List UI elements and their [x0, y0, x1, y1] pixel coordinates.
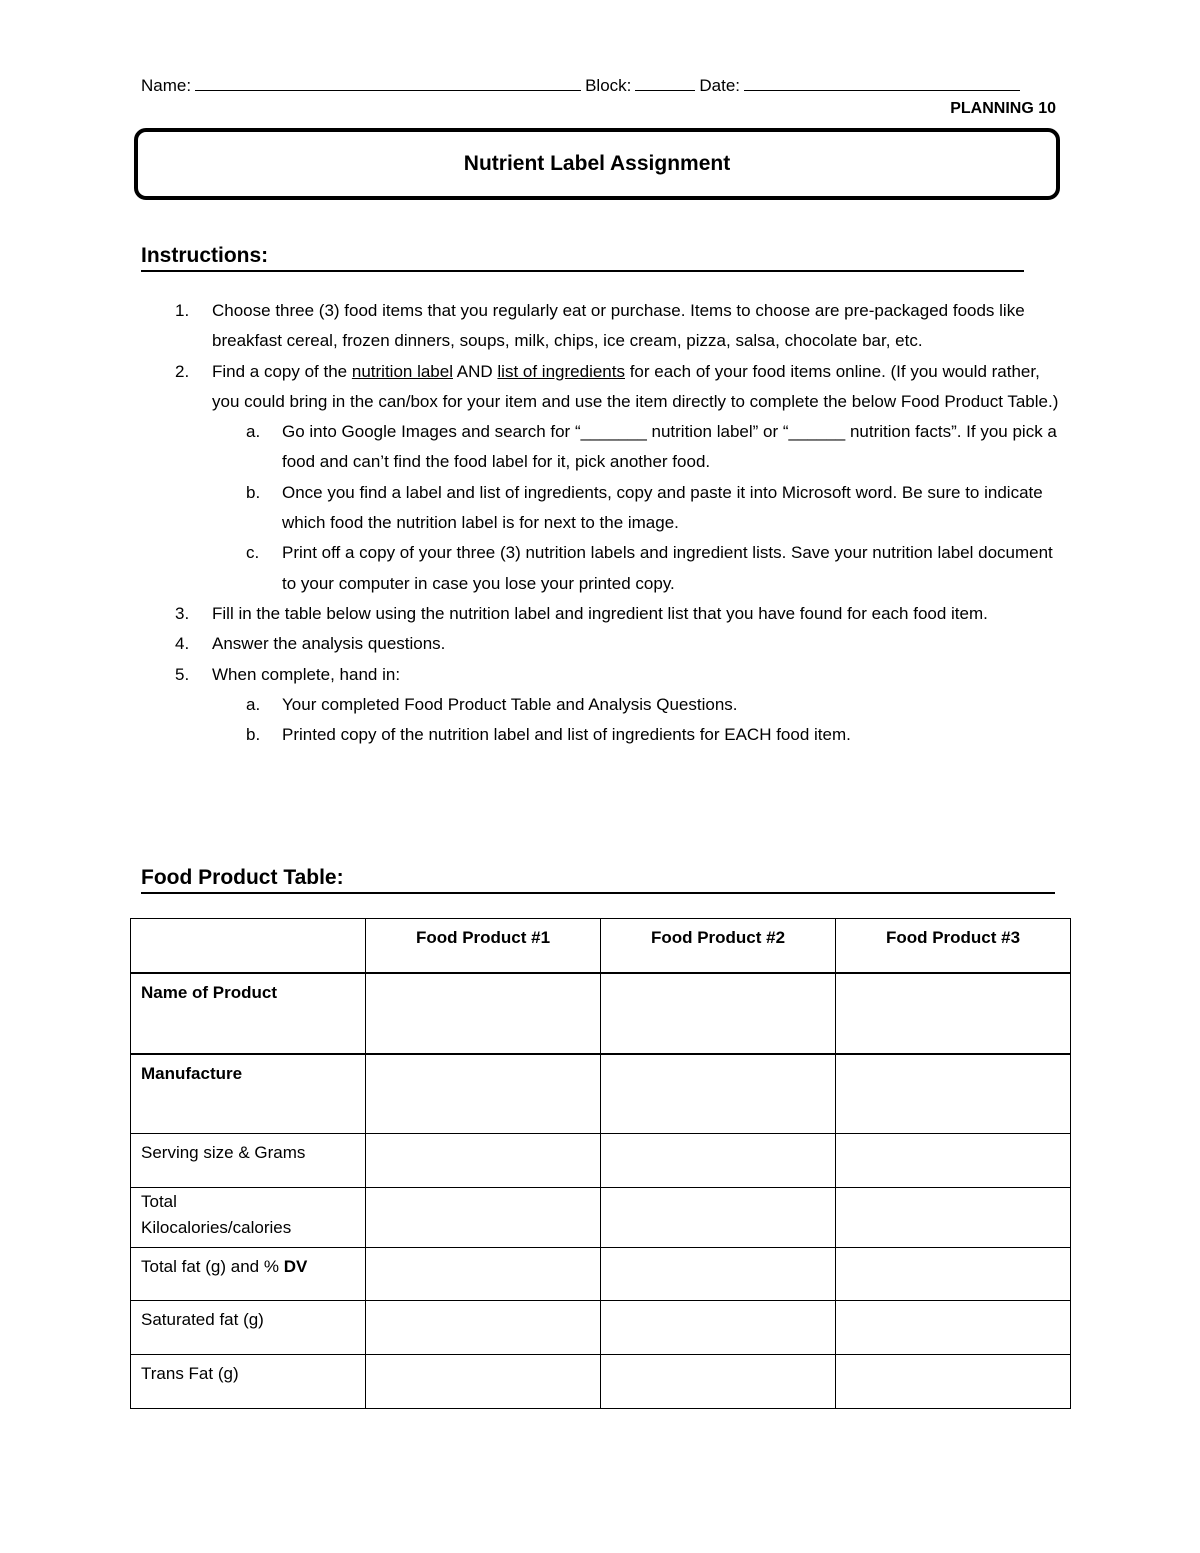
- item-text: Fill in the table below using the nutrition label and ingredient list that you have found for each food item.: [212, 603, 988, 623]
- answer-cell[interactable]: [836, 1355, 1071, 1409]
- subitem-letter: b.: [246, 482, 261, 502]
- answer-cell[interactable]: [601, 1355, 836, 1409]
- answer-cell[interactable]: [836, 1054, 1071, 1134]
- title-box: [134, 128, 1060, 200]
- item-text: Answer the analysis questions.: [212, 634, 446, 654]
- subitem-letter: a.: [246, 694, 261, 714]
- item-text: AND: [453, 361, 498, 381]
- name-label: Name:: [141, 76, 192, 95]
- table-corner-cell: [131, 919, 366, 973]
- item-text: for each of your food items online. (If you would rather, you could bring in the can/box for your item and use the item directly to complete the below Food Product Table.): [212, 361, 1059, 411]
- table-header-row: [131, 919, 1071, 973]
- answer-cell[interactable]: [366, 1248, 601, 1301]
- subitem-letter: c.: [246, 543, 260, 563]
- row-label-line: Kilocalories/calories: [141, 1218, 292, 1237]
- subitem-letter: a.: [246, 422, 261, 442]
- item-number: 2.: [175, 361, 190, 381]
- date-label: Date:: [699, 76, 741, 95]
- table-row: [131, 1248, 1071, 1301]
- answer-cell[interactable]: [366, 1188, 601, 1248]
- item-number: 1.: [175, 301, 190, 320]
- answer-cell[interactable]: [366, 973, 601, 1054]
- nutrition-label-term: nutrition label: [351, 361, 453, 381]
- table-row: [131, 1355, 1071, 1409]
- instruction-item-3: [141, 599, 1066, 629]
- instruction-item-1: [141, 296, 1066, 357]
- page-title: Nutrient Label Assignment: [463, 152, 731, 175]
- answer-cell[interactable]: [366, 1134, 601, 1188]
- item-number: 4.: [175, 634, 190, 654]
- item-text: Choose three (3) food items that you regularly eat or purchase. Items to choose are pre-packaged foods like breakfast cereal, frozen dinners, soups, milk, chips, ice cream, pizza, salsa, chocolate bar, etc.: [212, 301, 1025, 351]
- column-header-product-1: Food Product #1: [366, 919, 601, 973]
- instruction-subitem-5a: [141, 690, 1066, 720]
- instruction-subitem-2c: [141, 538, 1066, 599]
- item-text: When complete, hand in:: [212, 664, 401, 684]
- answer-cell[interactable]: [836, 1188, 1071, 1248]
- instruction-subitem-5b: [141, 720, 1066, 750]
- item-number: 5.: [175, 664, 190, 684]
- table-row: [131, 1054, 1071, 1134]
- instruction-subitem-2a: [141, 417, 1066, 478]
- instruction-item-5: [141, 660, 1066, 690]
- block-blank[interactable]: [635, 72, 695, 91]
- instruction-item-4: [141, 629, 1066, 659]
- answer-cell[interactable]: [836, 1301, 1071, 1355]
- row-label-saturated-fat: Saturated fat (g): [131, 1301, 366, 1355]
- subitem-text: Go into Google Images and search for “_______ nutrition label” or “______ nutrition facts”. If you pick a food and can’t find the food label for it, pick another food.: [282, 422, 1057, 472]
- subitem-text: Once you find a label and list of ingredients, copy and paste it into Microsoft word. Be sure to indicate which food the nutrition label is for next to the image.: [282, 482, 1043, 533]
- instruction-subitem-2b: [141, 478, 1066, 539]
- table-row: [131, 1301, 1071, 1355]
- column-header-product-3: Food Product #3: [836, 919, 1071, 973]
- row-label-trans-fat: Trans Fat (g): [131, 1355, 366, 1409]
- answer-cell[interactable]: [601, 1054, 836, 1134]
- food-product-table: [130, 918, 1071, 1409]
- answer-cell[interactable]: [601, 973, 836, 1054]
- answer-cell[interactable]: [601, 1248, 836, 1301]
- answer-cell[interactable]: [366, 1301, 601, 1355]
- item-number: 3.: [175, 603, 190, 623]
- date-blank[interactable]: [744, 72, 1020, 91]
- table-row: [131, 973, 1071, 1054]
- food-table-heading: Food Product Table:: [141, 864, 1055, 894]
- instruction-item-2: [141, 357, 1066, 418]
- row-label-line: Total: [141, 1192, 177, 1211]
- student-info-line: [141, 72, 1024, 98]
- answer-cell[interactable]: [601, 1134, 836, 1188]
- instructions-list: [141, 296, 1066, 750]
- row-label-total-fat: [131, 1248, 366, 1301]
- table-row: [131, 1134, 1071, 1188]
- column-header-product-2: Food Product #2: [601, 919, 836, 973]
- ingredients-list-term: list of ingredients: [497, 361, 625, 381]
- item-text: Find a copy of the: [212, 361, 352, 381]
- subitem-text: Printed copy of the nutrition label and list of ingredients for EACH food item.: [282, 725, 851, 745]
- answer-cell[interactable]: [836, 1248, 1071, 1301]
- answer-cell[interactable]: [366, 1355, 601, 1409]
- block-label: Block:: [585, 76, 632, 95]
- row-label-dv: DV: [283, 1257, 308, 1276]
- row-label-manufacture: Manufacture: [131, 1054, 366, 1134]
- row-label-total-kilocalories: [131, 1188, 366, 1248]
- subitem-text: Your completed Food Product Table and Analysis Questions.: [282, 694, 738, 714]
- name-blank[interactable]: [195, 72, 581, 91]
- answer-cell[interactable]: [836, 1134, 1071, 1188]
- row-label-serving-size: Serving size & Grams: [131, 1134, 366, 1188]
- subitem-text: Print off a copy of your three (3) nutrition labels and ingredient lists. Save your nutrition label document to your computer in case you lose your printed copy.: [282, 543, 1053, 593]
- subitem-letter: b.: [246, 725, 261, 745]
- table-row: [131, 1188, 1071, 1248]
- answer-cell[interactable]: [601, 1188, 836, 1248]
- row-label-text: Total fat (g) and %: [141, 1257, 284, 1276]
- answer-cell[interactable]: [601, 1301, 836, 1355]
- course-label: PLANNING 10: [950, 100, 1056, 117]
- answer-cell[interactable]: [366, 1054, 601, 1134]
- row-label-name-of-product: Name of Product: [131, 973, 366, 1054]
- answer-cell[interactable]: [836, 973, 1071, 1054]
- instructions-heading: Instructions:: [141, 242, 1024, 272]
